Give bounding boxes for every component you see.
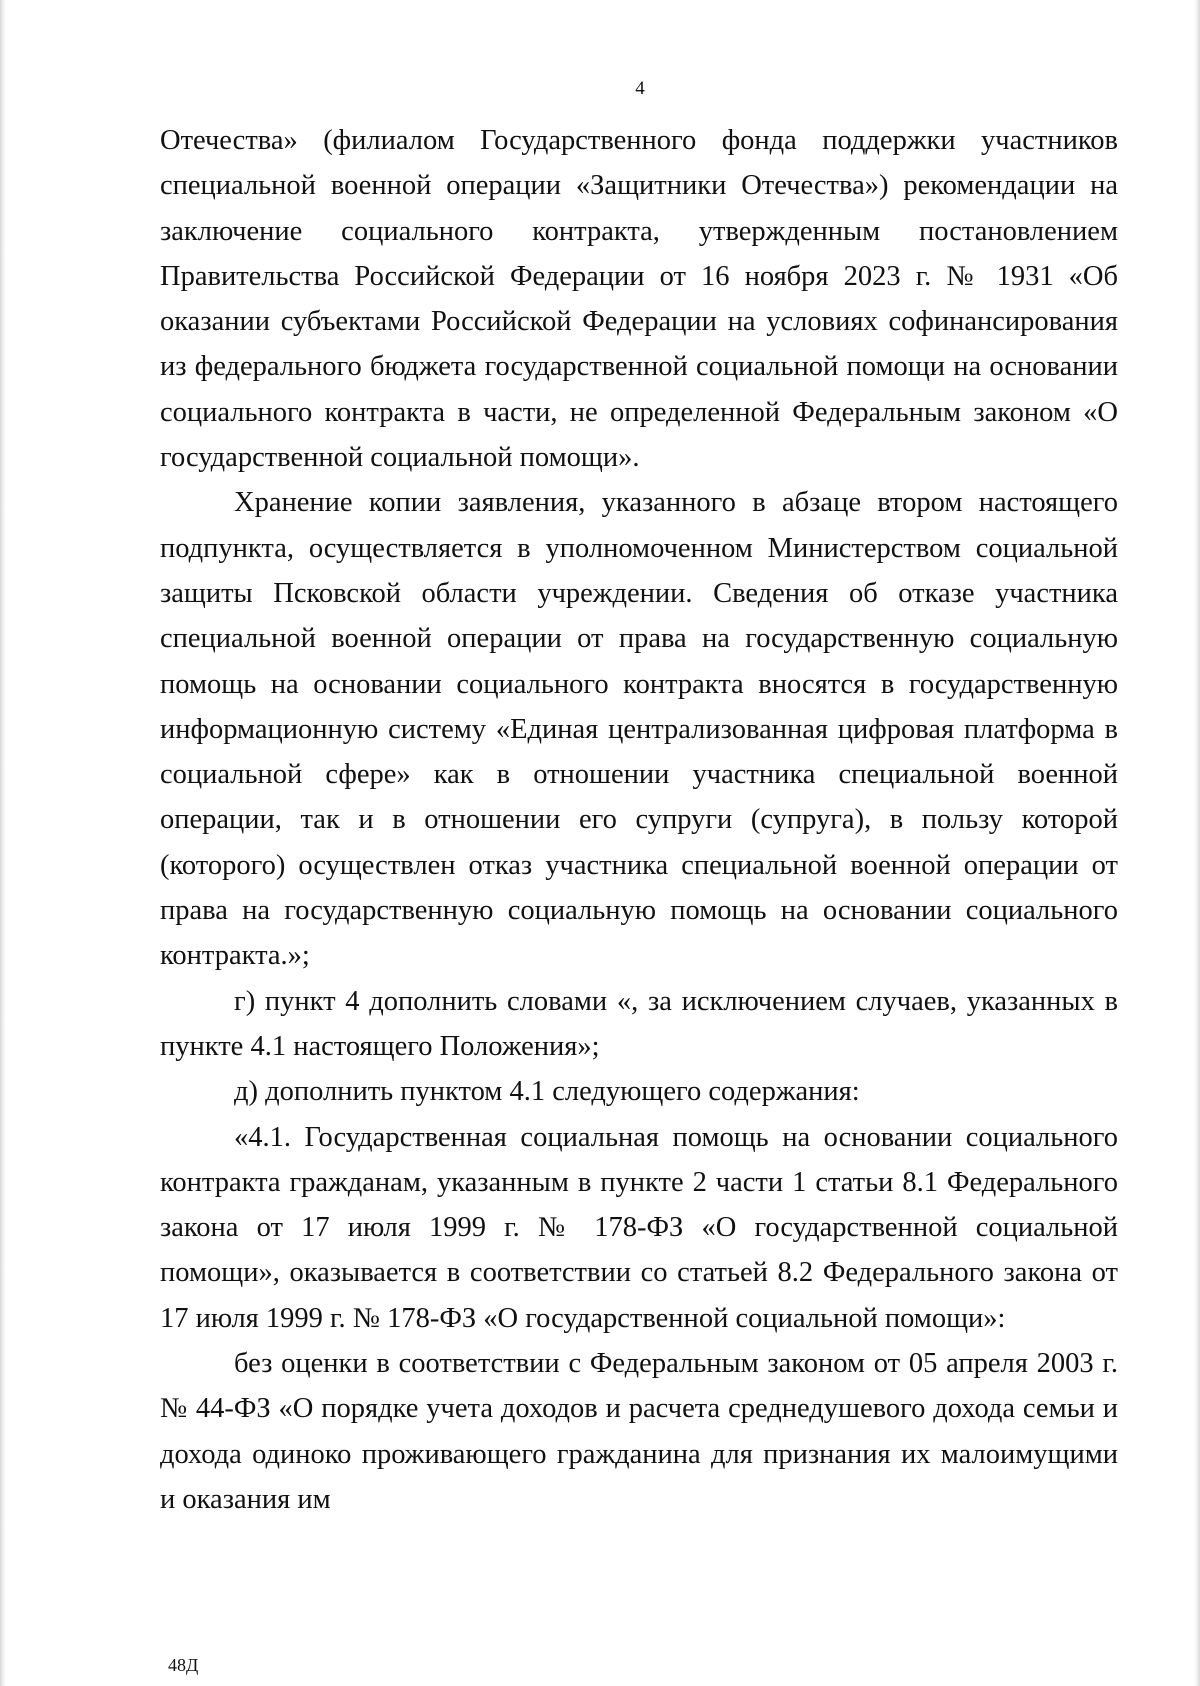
paragraph-2: Хранение копии заявления, указанного в абзаце втором настоящего подпункта, осуществляется в уполномоченном Министерством социальной защиты Псковской области учреждении. Сведения об отказе участника специальной военной операции от права на государственную социальную помощь на основании социального контракта вносятся в государственную информационную систему «Единая централизованная цифровая платформа в социальной сфере» как в отношении участника специальной военной операции, так и в отношении его супруги (супруга), в пользу которой (которого) осуществлен отказ участника специальной военной операции от права на государственную социальную помощь на основании социального контракта.»;: [160, 487, 1118, 972]
paragraph-4: д) дополнить пунктом 4.1 следующего содержания:: [234, 1076, 860, 1108]
footer-document-code: 48Д: [168, 1655, 199, 1675]
paragraph-3: г) пункт 4 дополнить словами «, за исключением случаев, указанных в пункте 4.1 настоящего Положения»;: [160, 985, 1118, 1062]
scan-edge-left: [0, 0, 6, 1686]
paragraph-6: без оценки в соответствии с Федеральным законом от 05 апреля 2003 г. № 44-ФЗ «О порядке учета доходов и расчета среднедушевого дохода семьи и дохода одиноко проживающего гражданина для признания их малоимущими и оказания им: [160, 1348, 1118, 1515]
document-body: [160, 118, 1118, 1522]
paragraph-1: Отечества» (филиалом Государственного фонда поддержки участников специальной военной операции «Защитники Отечества») рекомендации на заключение социального контракта, утвержденным постановлением Правительства Российской Федерации от 16 ноября 2023 г. № 1931 «Об оказании субъектами Российской Федерации на условиях софинансирования из федерального бюджета государственной социальной помощи на основании социального контракта в части, не определенной Федеральным законом «О государственной социальной помощи».: [160, 125, 1118, 474]
paragraph-5: «4.1. Государственная социальная помощь на основании социального контракта гражданам, указанным в пункте 2 части 1 статьи 8.1 Федерального закона от 17 июля 1999 г. № 178-ФЗ «О государственной социальной помощи», оказывается в соответствии со статьей 8.2 Федерального закона от 17 июля 1999 г. № 178-ФЗ «О государственной социальной помощи»:: [160, 1121, 1118, 1334]
page-number: 4: [635, 78, 645, 99]
scan-edge-right: [1194, 0, 1200, 1686]
